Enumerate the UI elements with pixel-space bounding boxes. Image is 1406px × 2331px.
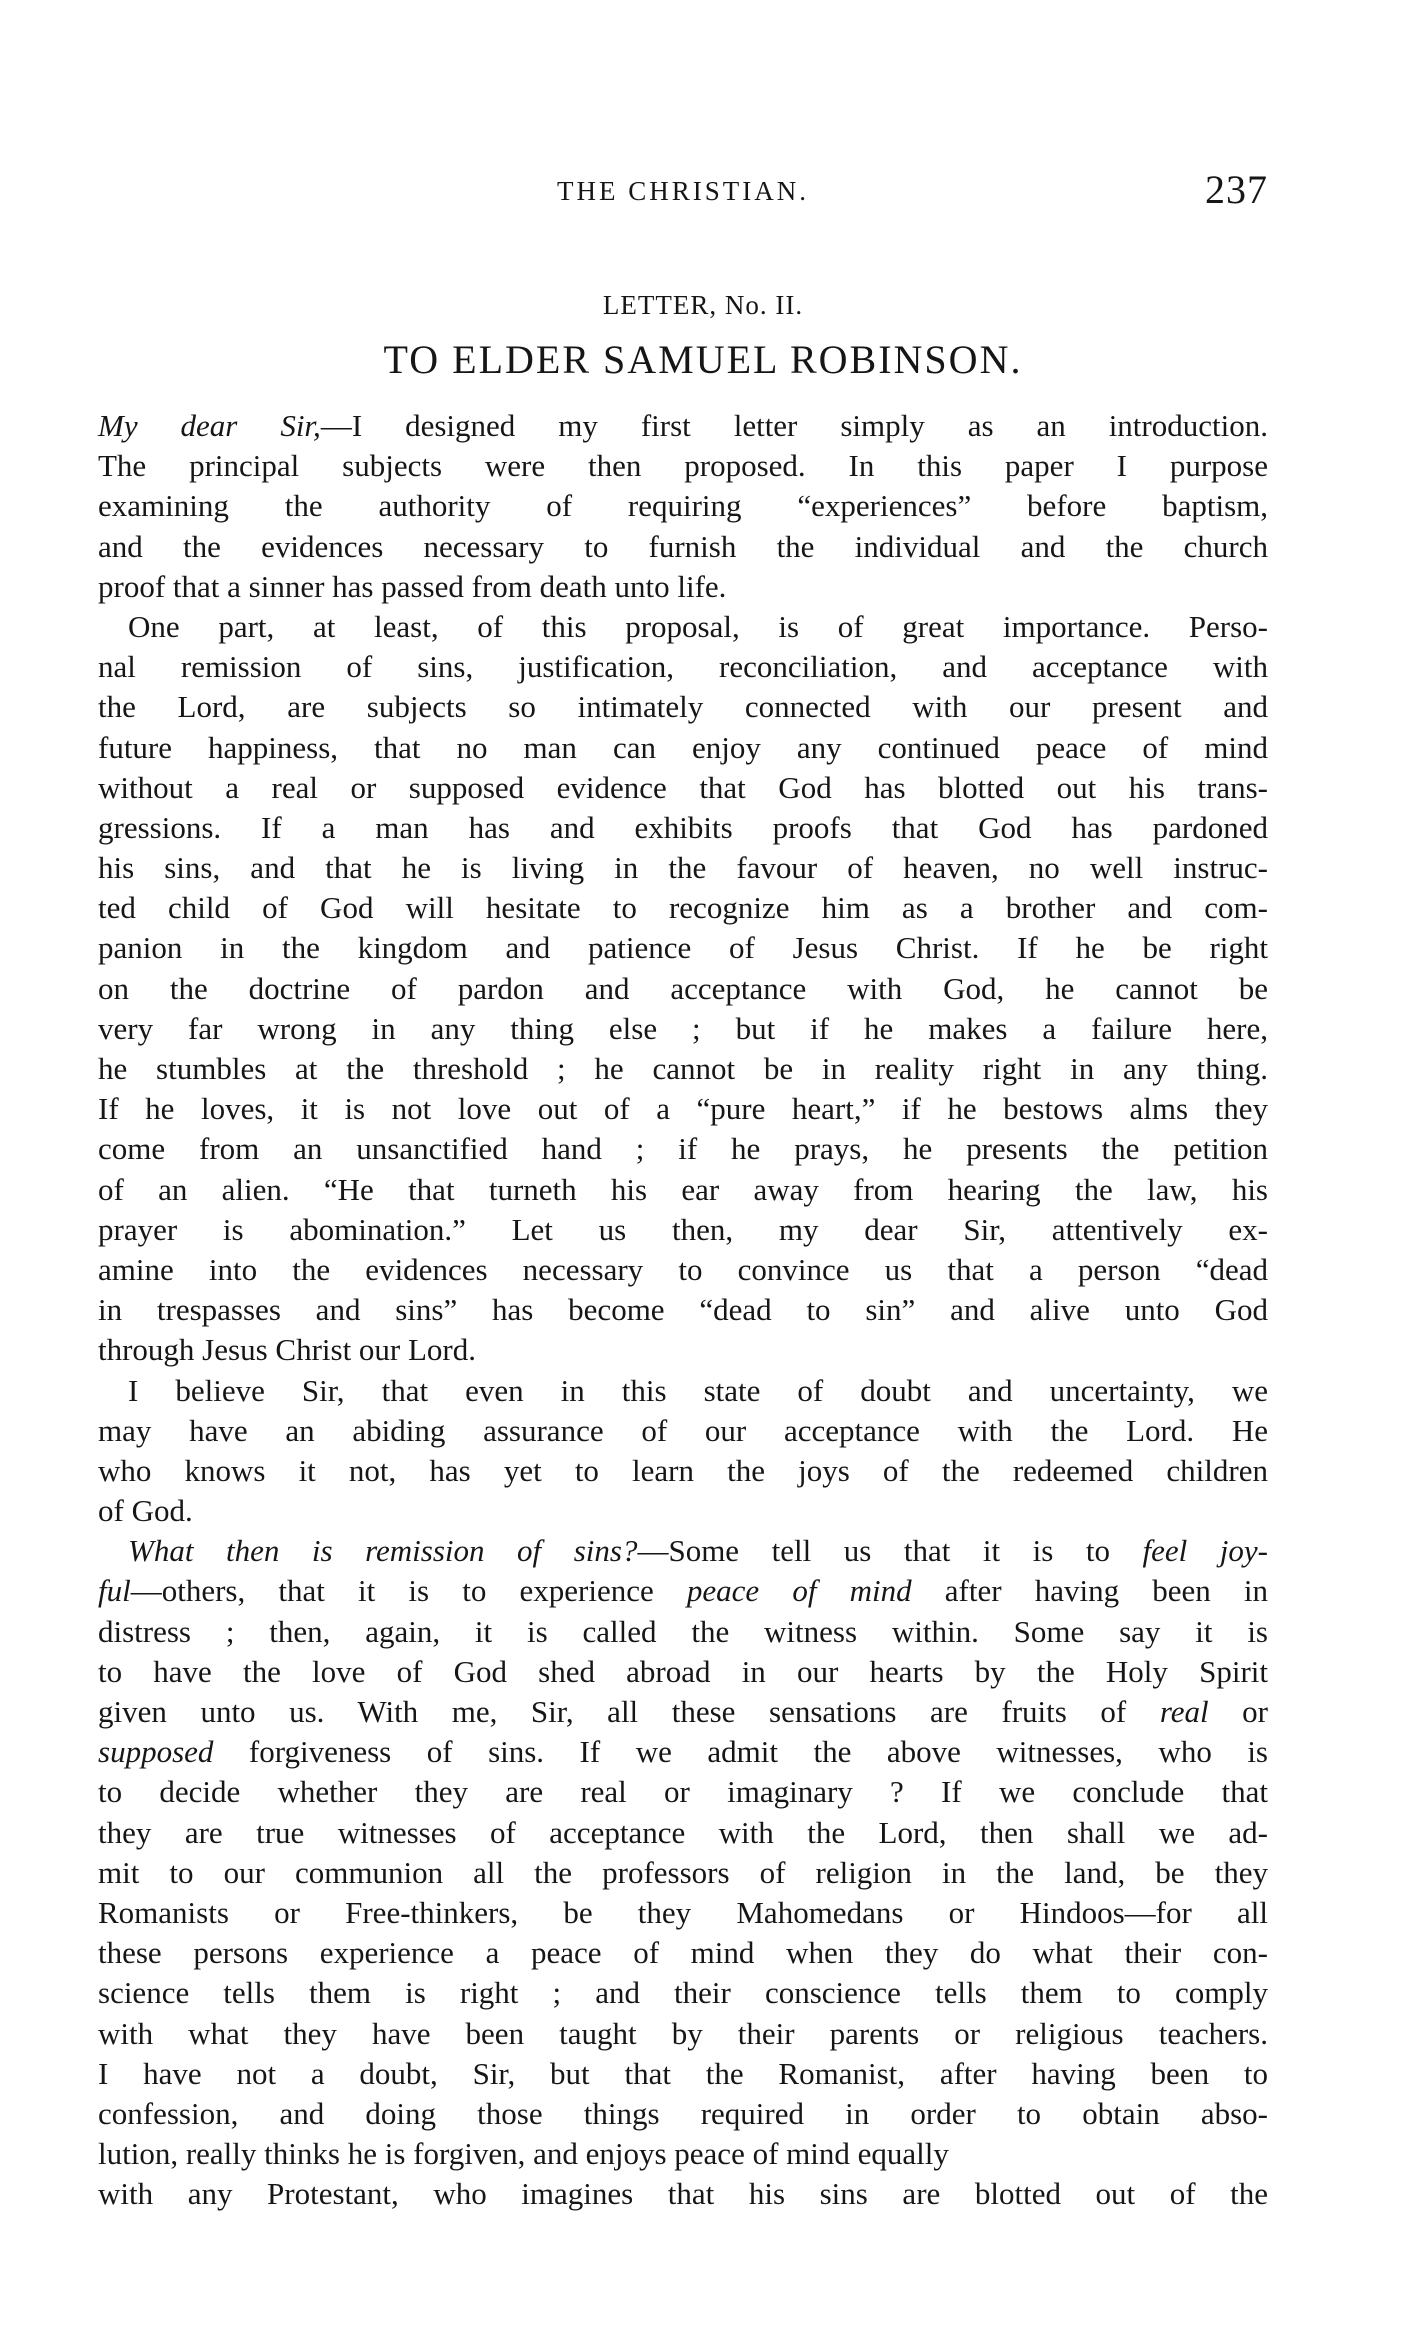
text-run: mit to our communion all the professors of religion in the land, be they: [98, 1854, 1268, 1890]
text-line: [98, 2134, 1268, 2174]
text-run: these persons experience a peace of mind when they do what their con-: [98, 1935, 1268, 1971]
text-run: he stumbles at the threshold ; he cannot be in reality right in any thing.: [98, 1051, 1268, 1086]
text-line: [98, 1813, 1268, 1853]
text-run: The principal subjects were then proposed. In this paper I purpose: [98, 448, 1268, 484]
running-head: [98, 167, 1268, 220]
text-run: ted child of God will hesitate to recognize him as a brother and com-: [98, 890, 1268, 926]
text-line: [98, 446, 1268, 486]
text-run: —others, that it is to experience: [130, 1573, 687, 1609]
text-run: who knows it not, has yet to learn the joys of the redeemed children: [98, 1452, 1268, 1488]
text-line: [98, 1290, 1268, 1330]
text-run: prayer is abomination.” Let us then, my dear Sir, attentively ex-: [98, 1211, 1268, 1247]
italic-text: real: [1159, 1694, 1209, 1729]
text-run: with any Protestant, who imagines that his sins are blotted out of the: [98, 2176, 1268, 2212]
text-line: [98, 1049, 1268, 1089]
text-line: [98, 2014, 1268, 2054]
text-run: of God.: [98, 1493, 193, 1529]
text-run: science tells them is right ; and their conscience tells them to comply: [98, 1975, 1268, 2011]
text-run: nal remission of sins, justification, reconciliation, and acceptance with: [98, 649, 1268, 685]
text-run: examining the authority of requiring “experiences” before baptism,: [98, 488, 1268, 524]
text-run: the Lord, are subjects so intimately connected with our present and: [98, 689, 1268, 725]
running-title: THE CHRISTIAN.: [557, 176, 809, 206]
italic-text: What then is remission of sins?: [128, 1533, 638, 1569]
text-run: confession, and doing those things required in order to obtain abso-: [98, 2095, 1268, 2131]
text-run: may have an abiding assurance of our acceptance with the Lord. He: [98, 1412, 1268, 1448]
text-line: [98, 567, 1268, 607]
text-run: One part, at least, of this proposal, is of great importance. Perso-: [128, 608, 1268, 644]
text-line: [98, 1371, 1268, 1411]
text-run: of an alien. “He that turneth his ear away from hearing the law, his: [98, 1171, 1268, 1207]
letter-body: [98, 406, 1268, 2214]
italic-text: My dear Sir,: [98, 408, 321, 443]
text-run: his sins, and that he is living in the favour of heaven, no well instruc-: [98, 850, 1268, 886]
text-line: [98, 647, 1268, 687]
text-line: [98, 1210, 1268, 1250]
text-line: [98, 1531, 1268, 1571]
text-run: future happiness, that no man can enjoy any continued peace of mind: [98, 729, 1268, 765]
text-line: [98, 1451, 1268, 1491]
text-run: If he loves, it is not love out of a “pure heart,” if he bestows alms they: [98, 1091, 1268, 1127]
italic-text: feel joy-: [1142, 1533, 1268, 1569]
text-line: [98, 486, 1268, 526]
text-run: to decide whether they are real or imaginary ? If we conclude that: [98, 1774, 1268, 1810]
text-line: [98, 2054, 1268, 2094]
text-line: [98, 928, 1268, 968]
text-run: amine into the evidences necessary to convince us that a person “dead: [98, 1251, 1268, 1287]
text-line: [98, 1411, 1268, 1451]
text-line: [98, 1893, 1268, 1933]
text-run: with what they have been taught by their parents or religious teachers.: [98, 2015, 1268, 2051]
text-line: [98, 2094, 1268, 2134]
text-run: I have not a doubt, Sir, but that the Romanist, after having been to: [98, 2055, 1268, 2091]
text-line: [98, 808, 1268, 848]
text-run: panion in the kingdom and patience of Jesus Christ. If he be right: [98, 930, 1268, 966]
text-line: [98, 1129, 1268, 1169]
text-run: or: [1208, 1694, 1268, 1729]
text-line: [98, 1772, 1268, 1812]
text-line: [98, 969, 1268, 1009]
text-run: on the doctrine of pardon and acceptance with God, he cannot be: [98, 970, 1268, 1006]
text-run: distress ; then, again, it is called the witness within. Some say it is: [98, 1613, 1268, 1649]
text-line: [98, 1089, 1268, 1129]
text-run: proof that a sinner has passed from death unto life.: [98, 568, 727, 604]
text-line: [98, 1571, 1268, 1611]
text-run: lution, really thinks he is forgiven, and enjoys peace of mind equally: [98, 2136, 949, 2172]
text-run: —Some tell us that it is to: [637, 1533, 1143, 1569]
text-run: to have the love of God shed abroad in our hearts by the Holy Spirit: [98, 1653, 1268, 1689]
text-run: forgiveness of sins. If we admit the above witnesses, who is: [213, 1734, 1268, 1770]
text-line: [98, 768, 1268, 808]
text-line: [98, 1692, 1268, 1732]
text-line: [98, 687, 1268, 727]
text-run: through Jesus Christ our Lord.: [98, 1332, 477, 1368]
text-line: [98, 1973, 1268, 2013]
text-line: [98, 1330, 1268, 1370]
text-run: very far wrong in any thing else ; but if he makes a failure here,: [98, 1010, 1268, 1046]
text-line: [98, 2174, 1268, 2214]
text-run: given unto us. With me, Sir, all these sensations are fruits of: [98, 1694, 1160, 1729]
text-line: [98, 1491, 1268, 1531]
italic-text: supposed: [98, 1734, 214, 1770]
text-line: [98, 728, 1268, 768]
text-run: —I designed my first letter simply as an introduction.: [320, 408, 1268, 443]
letter-heading: TO ELDER SAMUEL ROBINSON.: [383, 337, 1023, 382]
text-run: without a real or supposed evidence that God has blotted out his trans-: [98, 769, 1268, 805]
italic-text: ful: [98, 1573, 131, 1609]
text-run: Romanists or Free-thinkers, be they Mahomedans or Hindoos—for all: [98, 1894, 1268, 1930]
text-line: [98, 1732, 1268, 1772]
text-line: [98, 1652, 1268, 1692]
text-line: [98, 1853, 1268, 1893]
text-run: in trespasses and sins” has become “dead to sin” and alive unto God: [98, 1292, 1268, 1328]
text-run: they are true witnesses of acceptance with the Lord, then shall we ad-: [98, 1814, 1268, 1850]
text-run: and the evidences necessary to furnish the individual and the church: [98, 528, 1268, 564]
text-line: [98, 527, 1268, 567]
letter-number: LETTER, No. II.: [602, 290, 804, 320]
text-line: [98, 406, 1268, 446]
text-run: I believe Sir, that even in this state of doubt and uncertainty, we: [128, 1372, 1268, 1408]
page-number: 237: [1205, 167, 1268, 212]
text-line: [98, 848, 1268, 888]
text-line: [98, 1170, 1268, 1210]
text-run: after having been in: [911, 1573, 1269, 1609]
text-line: [98, 1009, 1268, 1049]
text-run: gressions. If a man has and exhibits proofs that God has pardoned: [98, 809, 1268, 845]
italic-text: peace of mind: [686, 1573, 912, 1609]
text-line: [98, 607, 1268, 647]
text-run: come from an unsanctified hand ; if he prays, he presents the petition: [98, 1131, 1268, 1167]
text-line: [98, 888, 1268, 928]
text-line: [98, 1612, 1268, 1652]
text-line: [98, 1933, 1268, 1973]
text-line: [98, 1250, 1268, 1290]
